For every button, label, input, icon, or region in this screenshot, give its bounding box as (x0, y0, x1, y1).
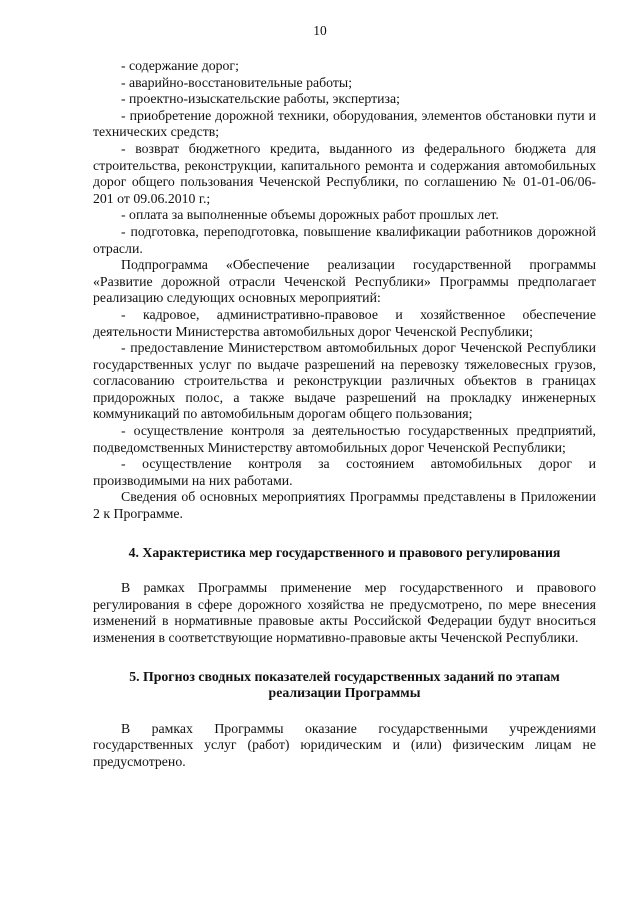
section-5-text: В рамках Программы оказание государственными учреждениями государственных услуг (работ) юридическим и (или) физическим лицам не предусмотрено. (93, 720, 596, 769)
section-4-heading: 4. Характеристика мер государственного и правового регулирования (128, 544, 561, 560)
list-item: - аварийно-восстановительные работы; (121, 74, 353, 90)
list-item: - предоставление Министерством автомобильных дорог Чеченской Республики государственных услуг по выдаче разрешений на перевозку тяжеловесных грузов, согласованию строительства и реконструкции различных объектов в границах придорожных полос, а также выдаче разрешений на прокладку инженерных коммуникаций по автомобильным дорогам общего пользования; (93, 340, 596, 422)
list-item: - возврат бюджетного кредита, выданного из федерального бюджета для строительства, реконструкции, капитального ремонта и содержания автомобильных дорог общего пользования Чеченской Республики, по соглашению № 01-01-06/06-201 от 09.06.2010 г.; (93, 140, 596, 206)
list-item: - осуществление контроля за деятельностью государственных предприятий, подведомственных Министерству автомобильных дорог Чеченской Республики; (93, 423, 596, 455)
list-item: - подготовка, переподготовка, повышение квалификации работников дорожной отрасли. (93, 223, 596, 256)
list-item: - оплата за выполненные объемы дорожных работ прошлых лет. (121, 207, 499, 223)
appendix-note: Сведения об основных мероприятиях Программы представлены в Приложении 2 к Программе. (93, 489, 596, 522)
page-number: 10 (313, 23, 327, 38)
subprogram-intro: Подпрограмма «Обеспечение реализации государственной программы «Развитие дорожной отрасли Чеченской Республики» Программы предполагает реализацию следующих основных мероприятий: (93, 257, 596, 306)
list-item: - кадровое, административно-правовое и хозяйственное обеспечение деятельности Министерства автомобильных дорог Чеченской Республики; (93, 306, 596, 339)
section-spacer (93, 647, 596, 669)
list-item: - приобретение дорожной техники, оборудования, элементов обстановки пути и технических средств; (93, 107, 596, 140)
section-4-text: В рамках Программы применение мер государственного и правового регулирования в сфере дорожного хозяйства не предусмотрено, по мере внесения изменений в нормативные правовые акты Российской Федерации будут вноситься изменения в соответствующие нормативно-правовые акты Чеченской Республики. (93, 580, 596, 645)
list-item: - проектно-изыскательские работы, экспертиза; (121, 91, 400, 107)
section-spacer (93, 702, 596, 721)
list-item: - осуществление контроля за состоянием автомобильных дорог и производимыми на них работами. (93, 456, 596, 488)
section-spacer (93, 561, 596, 580)
document-body (93, 58, 596, 771)
section-5-heading: 5. Прогноз сводных показателей государственных заданий по этапам реализации Программы (129, 668, 560, 701)
list-item: - содержание дорог; (121, 58, 239, 73)
section-spacer (93, 523, 596, 545)
